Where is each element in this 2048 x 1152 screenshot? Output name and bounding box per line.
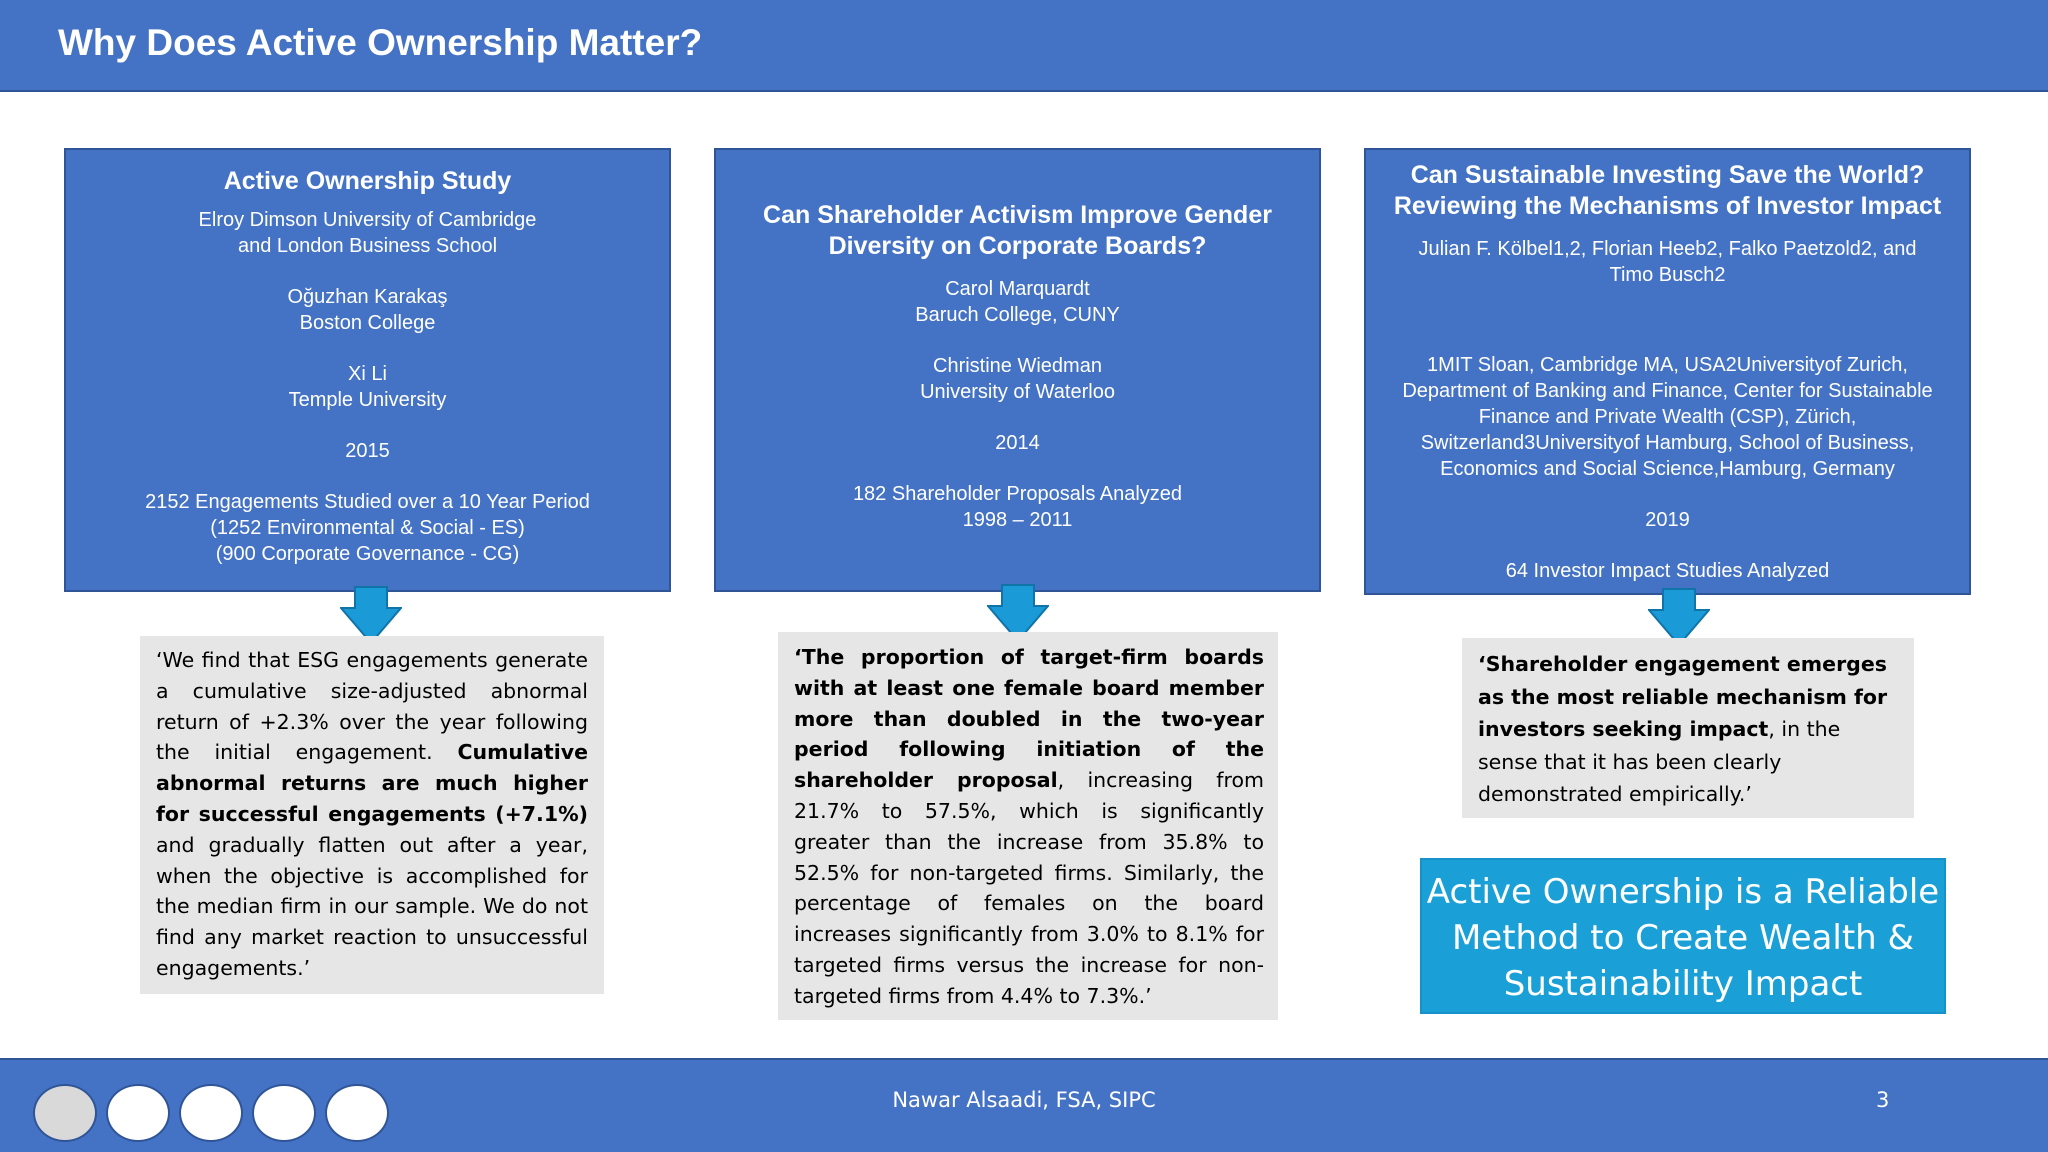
study-year: 2015 (345, 440, 390, 462)
author-list: Timo Busch2 (1609, 264, 1726, 286)
author-list: Julian F. Kölbel1,2, Florian Heeb2, Falko Paetzold2, and (1418, 238, 1917, 260)
quote-text: ‘We find that ESG engagements generate a cumulative size-adjusted abnormal return of +2.3% over the year following the initial engagement. Cumulative abnormal returns are much higher for successful engagements (+7.1%) and gradually flatten out after a year, when the objective is accomplished for the median firm in our sample. We do not find any market reaction to unsuccessful engagements.’ (156, 648, 588, 980)
author-affiliation: Baruch College, CUNY (915, 304, 1120, 326)
study-quote-2 (778, 632, 1278, 1020)
author-affiliation: Department of Banking and Finance, Center for Sustainable (1402, 380, 1933, 402)
author-affiliation: University of Waterloo (920, 381, 1115, 403)
study-card-active-ownership (64, 148, 671, 592)
study-scope: 1998 – 2011 (962, 509, 1073, 531)
study-card-title: Diversity on Corporate Boards? (828, 232, 1207, 260)
study-scope: 182 Shareholder Proposals Analyzed (852, 483, 1183, 505)
study-quote-1 (140, 636, 604, 994)
study-year: 2019 (1645, 509, 1690, 531)
study-year: 2014 (995, 432, 1040, 454)
study-scope: (1252 Environmental & Social - ES) (210, 517, 525, 539)
quote-emphasis: ‘The proportion of target-firm boards with at least one female board member more than doubled in the two-year period following initiation of the shareholder proposal (794, 645, 1264, 793)
study-card-title: Can Sustainable Investing Save the World? (1410, 161, 1925, 189)
study-card-title: Reviewing the Mechanisms of Investor Impact (1393, 192, 1942, 220)
author-affiliation: Finance and Private Wealth (CSP), Zürich, (1478, 406, 1857, 428)
author-name: Xi Li (348, 363, 387, 385)
study-scope: (900 Corporate Governance - CG) (215, 543, 520, 565)
footer-author: Nawar Alsaadi, FSA, SIPC (892, 1088, 1156, 1112)
slide-title: Why Does Active Ownership Matter? (58, 22, 703, 63)
author-affiliation: Economics and Social Science,Hamburg, Germany (1440, 458, 1895, 480)
study-card-sustainable-investing (1364, 148, 1971, 595)
page-number: 3 (1876, 1088, 1890, 1112)
author-name: Oğuzhan Karakaş (287, 286, 448, 308)
author-affiliation: and London Business School (237, 235, 498, 257)
study-card-gender-diversity (714, 148, 1321, 592)
study-card-title: Active Ownership Study (223, 167, 512, 195)
quote-emphasis: Cumulative abnormal returns are much higher for successful engagements (+7.1%) (156, 740, 588, 826)
author-name: Carol Marquardt (945, 278, 1090, 300)
author-affiliation: Elroy Dimson University of Cambridge (198, 209, 537, 231)
footer-bar (0, 1058, 2048, 1152)
quote-text: ‘The proportion of target-firm boards with at least one female board member more than doubled in the two-year period following initiation of the shareholder proposal, increasing from 21.7% to 57.5%, which is significantly greater than the increase from 35.8% to 52.5% for non-targeted firms. Similarly, the percentage of females on the board increases significantly from 3.0% to 8.1% for targeted firms versus the increase for non-targeted firms from 4.4% to 7.3%.’ (794, 645, 1264, 1008)
conclusion-callout: Active Ownership is a Reliable Method to Create Wealth & Sustainability Impact (1420, 858, 1946, 1014)
author-affiliation: Switzerland3Universityof Hamburg, School of Business, (1420, 432, 1915, 454)
quote-text: ‘Shareholder engagement emerges as the most reliable mechanism for investors seeking impact, in the sense that it has been clearly demonstrated empirically.’ (1478, 652, 1888, 806)
study-scope: 64 Investor Impact Studies Analyzed (1505, 560, 1830, 582)
author-affiliation: Temple University (288, 389, 447, 411)
author-affiliation: 1MIT Sloan, Cambridge MA, USA2Universityof Zurich, (1427, 354, 1908, 376)
study-scope: 2152 Engagements Studied over a 10 Year Period (145, 491, 590, 513)
author-affiliation: Boston College (299, 312, 436, 334)
study-card-title: Can Shareholder Activism Improve Gender (763, 201, 1272, 229)
quote-emphasis: ‘Shareholder engagement emerges as the most reliable mechanism for investors seeking impact (1478, 652, 1888, 741)
study-quote-3 (1462, 638, 1914, 818)
author-name: Christine Wiedman (933, 355, 1102, 377)
title-bar (0, 0, 2048, 92)
